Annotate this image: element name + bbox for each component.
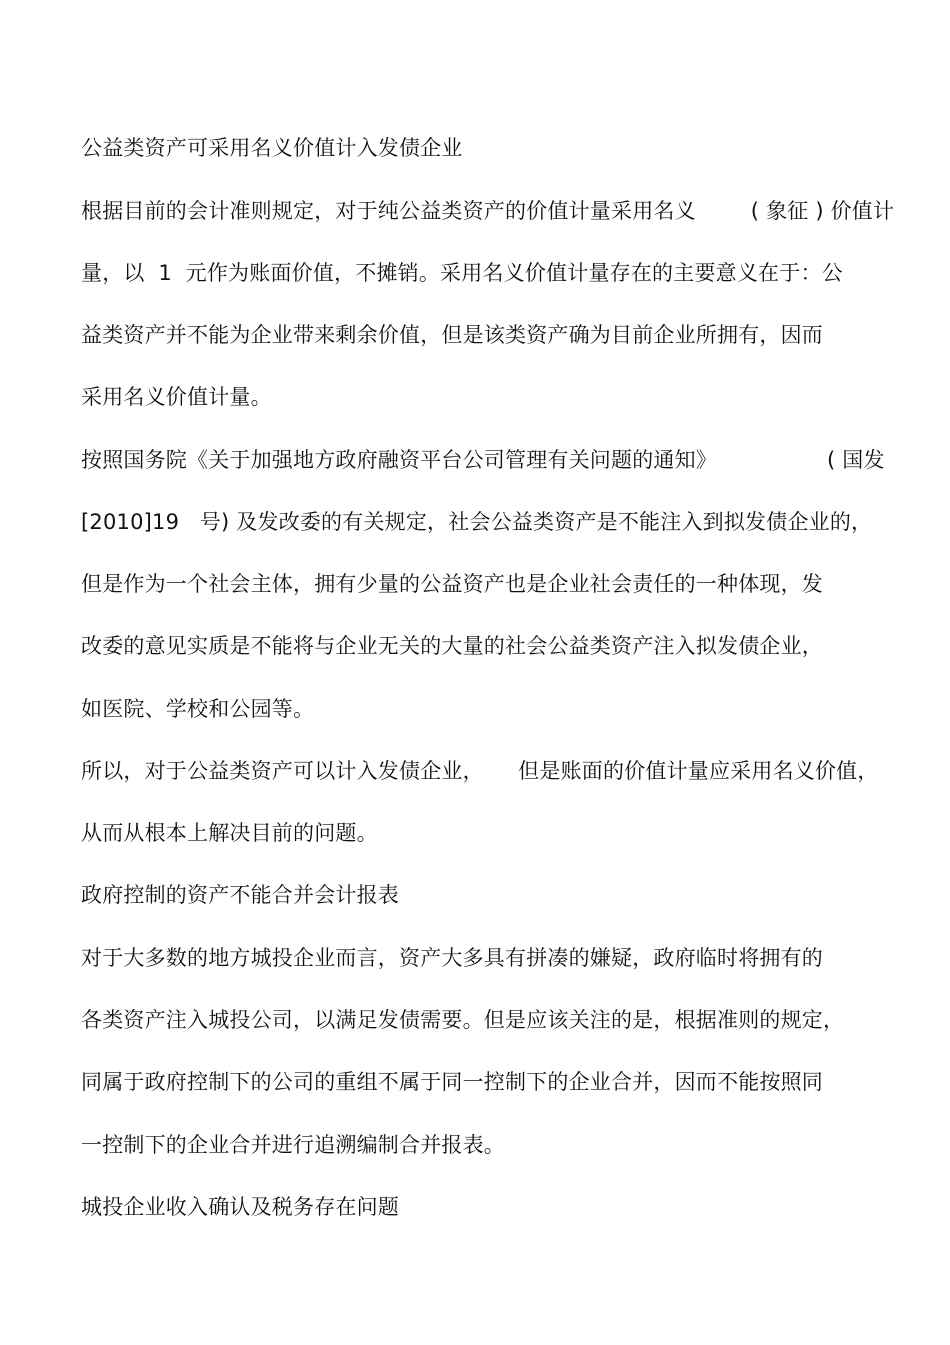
text-line: 量，以 1 元作为账面价值，不摊销。采用名义价值计量存在的主要意义在于：公 <box>81 261 843 285</box>
text-line: 益类资产并不能为企业带来剩余价值，但是该类资产确为目前企业所拥有，因而 <box>81 323 823 347</box>
text-line: 各类资产注入城投公司，以满足发债需要。但是应该关注的是，根据准则的规定， <box>81 1008 845 1032</box>
text-line: 改委的意见实质是不能将与企业无关的大量的社会公益类资产注入拟发债企业， <box>81 634 823 658</box>
text-line: 同属于政府控制下的公司的重组不属于同一控制下的企业合并，因而不能按照同 <box>81 1070 823 1094</box>
text-line: 根据目前的会计准则规定，对于纯公益类资产的价值计量采用名义 ( 象征 ) 价值计 <box>81 199 895 223</box>
text-line: 一控制下的企业合并进行追溯编制合并报表。 <box>81 1133 505 1157</box>
text-line: 对于大多数的地方城投企业而言，资产大多具有拼凑的嫌疑，政府临时将拥有的 <box>81 946 823 970</box>
section-heading: 政府控制的资产不能合并会计报表 <box>81 883 399 907</box>
section-heading: 公益类资产可采用名义价值计入发债企业 <box>81 136 463 160</box>
text-line: 所以，对于公益类资产可以计入发债企业， 但是账面的价值计量应采用名义价值， <box>81 759 879 783</box>
text-line: 按照国务院《关于加强地方政府融资平台公司管理有关问题的通知》 ( 国发 <box>81 448 885 472</box>
text-line: 如医院、学校和公园等。 <box>81 697 315 721</box>
text-line: [2010]19 号) 及发改委的有关规定，社会公益类资产是不能注入到拟发债企业的， <box>81 510 873 534</box>
text-line: 但是作为一个社会主体，拥有少量的公益资产也是企业社会责任的一种体现，发 <box>81 572 823 596</box>
text-line: 采用名义价值计量。 <box>81 385 272 409</box>
text-line: 从而从根本上解决目前的问题。 <box>81 821 378 845</box>
section-heading: 城投企业收入确认及税务存在问题 <box>81 1195 399 1219</box>
